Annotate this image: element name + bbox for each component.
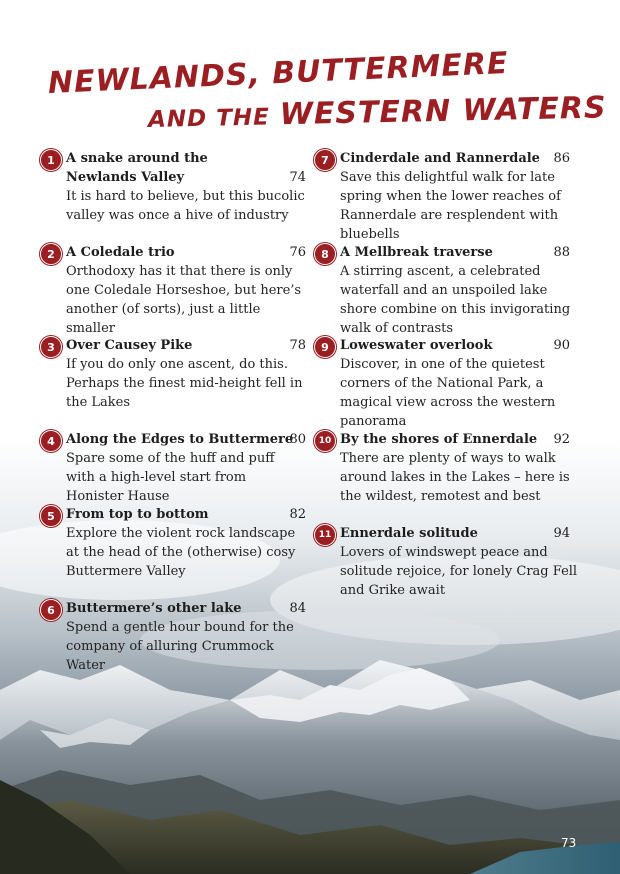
walk-entry-6[interactable] [47, 599, 306, 675]
walk-description: There are plenty of ways to walk around lakes in the Lakes – here is the wildest, remotest and best [340, 451, 570, 504]
walk-number-badge: 8 [314, 243, 336, 265]
walk-title[interactable]: A Coledale trio [66, 245, 175, 260]
walk-page-number: 94 [553, 526, 570, 541]
walk-entry-2[interactable] [47, 243, 306, 338]
walk-entry-3[interactable] [47, 336, 306, 412]
walk-number-badge: 7 [314, 149, 336, 171]
walk-description: Discover, in one of the quietest corners of the National Park, a magical view across the western panorama [340, 357, 556, 429]
walk-title[interactable]: Ennerdale solitude [340, 526, 478, 541]
walk-number-badge: 11 [314, 524, 336, 546]
walk-page-number: 80 [289, 432, 306, 447]
walk-number-badge: 4 [40, 430, 62, 452]
walk-entry-7[interactable] [321, 149, 580, 244]
walk-number-badge: 3 [40, 336, 62, 358]
walk-description: A stirring ascent, a celebrated waterfall and an unspoiled lake shore combine on this invigorating walk of contrasts [340, 264, 571, 336]
walk-title[interactable]: From top to bottom [66, 507, 209, 522]
walk-number-badge: 1 [40, 149, 62, 171]
walk-number-badge: 2 [40, 243, 62, 265]
walk-entry-4[interactable] [47, 430, 306, 506]
page-title-line-1: NEWLANDS, BUTTERMERE [47, 45, 510, 101]
walk-description: Explore the violent rock landscape at the head of the (otherwise) cosy Buttermere Valley [66, 526, 296, 579]
walk-entry-1[interactable] [47, 149, 306, 225]
walk-page-number: 82 [289, 507, 306, 522]
walk-description: Spend a gentle hour bound for the company of alluring Crummock Water [66, 620, 294, 673]
walk-page-number: 88 [553, 245, 570, 260]
walk-title[interactable]: By the shores of Ennerdale [340, 432, 538, 447]
walk-entry-9[interactable] [321, 336, 580, 431]
walk-title[interactable]: Buttermere’s other lake [66, 601, 242, 616]
walk-description: If you do only one ascent, do this. Perhaps the finest mid-height fell in the Lakes [66, 357, 303, 410]
walk-page-number: 86 [553, 151, 570, 166]
walk-title[interactable]: Cinderdale and Rannerdale [340, 151, 540, 166]
walk-title[interactable]: A Mellbreak traverse [340, 245, 493, 260]
walk-page-number: 78 [289, 338, 306, 353]
walk-title[interactable]: A snake around the Newlands Valley [66, 151, 208, 185]
walk-page-number: 90 [553, 338, 570, 353]
walk-title[interactable]: Along the Edges to Buttermere [66, 432, 294, 447]
walk-number-badge: 5 [40, 505, 62, 527]
walk-description: Lovers of windswept peace and solitude rejoice, for lonely Crag Fell and Grike await [340, 545, 578, 598]
walk-entry-10[interactable] [318, 430, 580, 506]
walk-title[interactable]: Over Causey Pike [66, 338, 193, 353]
walk-description: Orthodoxy has it that there is only one Coledale Horseshoe, but here’s another (of sorts), just a little smaller [66, 264, 302, 336]
walk-title[interactable]: Loweswater overlook [340, 338, 493, 353]
walk-number-badge: 9 [314, 336, 336, 358]
walk-page-number: 92 [553, 432, 570, 447]
walk-page-number: 76 [289, 245, 306, 260]
page-title-connector: AND THE [147, 104, 271, 133]
walk-page-number: 84 [289, 601, 306, 616]
walk-description: Spare some of the huff and puff with a high-level start from Honister Hause [66, 451, 275, 504]
walk-number-badge: 10 [314, 430, 336, 452]
walk-page-number: 74 [289, 170, 306, 185]
page-title-emphasis: WESTERN WATERS [279, 90, 607, 133]
walk-entry-8[interactable] [321, 243, 580, 338]
walk-number-badge: 6 [40, 599, 62, 621]
walk-description: It is hard to believe, but this bucolic valley was once a hive of industry [66, 189, 305, 223]
walk-entry-11[interactable] [318, 524, 580, 600]
walk-entry-5[interactable] [47, 505, 306, 581]
walk-description: Save this delightful walk for late spring when the lower reaches of Rannerdale are resplendent with bluebells [340, 170, 561, 242]
page-number: 73 [561, 836, 577, 850]
